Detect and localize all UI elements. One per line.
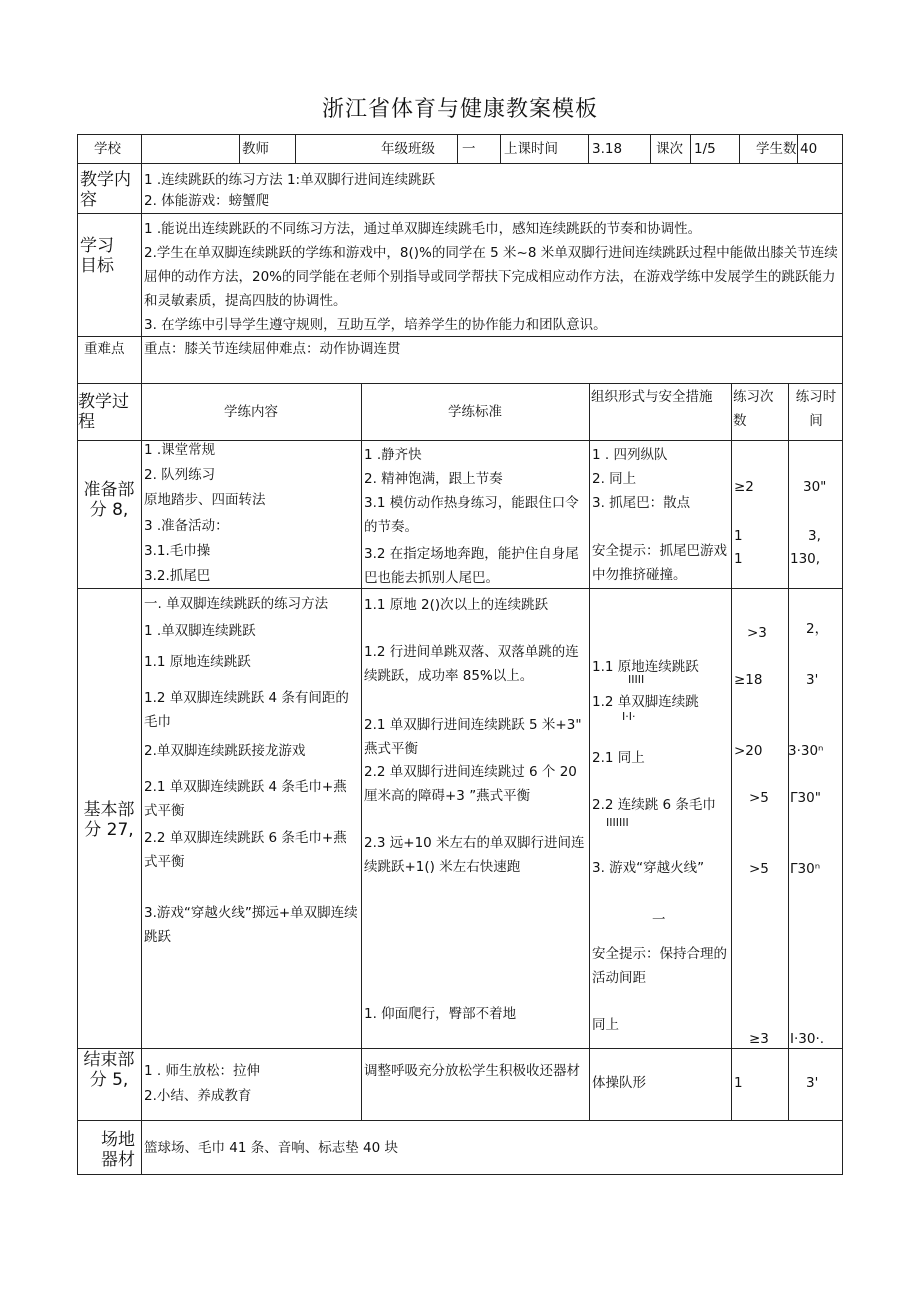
lesson-value: 1/5 (694, 141, 716, 157)
basic-label: 基本部分 27, (83, 800, 135, 840)
school-label: 学校 (94, 141, 121, 157)
prep-duration: 130, (790, 551, 821, 567)
basic-duration: 3' (806, 672, 819, 688)
grade-value: 一 (462, 141, 476, 157)
page-title: 浙江省体育与健康教案模板 (321, 97, 598, 122)
basic-standard-item: 1.1 原地 2()次以上的连续跳跃 (364, 597, 549, 613)
end-content-item: 2.小结、养成教育 (144, 1088, 252, 1104)
process-col-times: 练习次数 (733, 389, 774, 429)
prep-standard-item: 2. 精神饱满，跟上节奏 (364, 471, 503, 487)
basic-org-item: 2.2 连续跳 6 条毛巾 (592, 797, 716, 813)
basic-times: >5 (749, 790, 769, 806)
goals-line-1: 1 .能说出连续跳跃的不同练习方法，通过单双脚连续跳毛巾，感知连续跳跃的节奏和协调性。 (144, 221, 702, 237)
venue-value: 篮球场、毛巾 41 条、音响、标志垫 40 块 (144, 1140, 399, 1156)
basic-content-item: 2.单双脚连续跳跃接龙游戏 (144, 743, 306, 759)
key-points-label: 重难点 (84, 341, 125, 357)
prep-label: 准备部分 8, (83, 480, 135, 520)
process-col-duration: 练习时间 (795, 389, 837, 429)
goals-line-3: 3. 在学练中引导学生遵守规则，互助互学，培养学生的协作能力和团队意识。 (144, 317, 607, 333)
end-times: 1 (734, 1075, 743, 1091)
basic-org-diagram: I·I· (622, 710, 636, 723)
end-duration: 3' (806, 1075, 819, 1091)
basic-org-item: 同上 (592, 1017, 619, 1033)
basic-standard-item: 2.2 单双脚行进间连续跳过 6 个 20 厘米高的障碍+3 ”燕式平衡 (364, 764, 577, 804)
end-org: 体操队形 (592, 1075, 646, 1091)
goals-label: 学习目标 (80, 236, 114, 276)
basic-times: ≥18 (734, 672, 763, 688)
prep-org-item: 2. 同上 (592, 471, 637, 487)
venue-label: 场地器材 (101, 1130, 135, 1170)
prep-times: 1 (734, 528, 743, 544)
process-col-stage: 教学过程 (78, 392, 129, 432)
basic-org-diagram: IIIIIII (606, 816, 629, 829)
basic-org-diagram: 一 (652, 912, 666, 928)
end-label: 结束部分 5, (83, 1050, 135, 1090)
basic-duration: Γ30ⁿ (790, 861, 821, 877)
basic-org-diagram: IIIII (628, 673, 645, 686)
content-label: 教学内容 (80, 170, 131, 210)
basic-org-item: 1.2 单双脚连续跳 (592, 694, 699, 710)
prep-standard-item: 1 .静齐快 (364, 447, 422, 463)
basic-org-item: 1.1 原地连续跳跃 (592, 659, 699, 675)
basic-standard-item: 1. 仰面爬行，臀部不着地 (364, 1006, 517, 1022)
prep-content-item: 3.2.抓尾巴 (144, 568, 211, 584)
prep-org-safety: 安全提示：抓尾巴游戏中勿推挤碰撞。 (592, 543, 727, 583)
prep-standard-item: 3.2 在指定场地奔跑，能护住自身尾巴也能去抓别人尾巴。 (364, 546, 579, 586)
basic-duration: 3·30ⁿ (788, 743, 824, 759)
prep-org-item: 1 . 四列纵队 (592, 447, 668, 463)
basic-content-item: 一. 单双脚连续跳跃的练习方法 (144, 596, 329, 612)
basic-duration: I·30·. (790, 1031, 825, 1047)
prep-content-item: 3 .准备活动： (144, 518, 229, 534)
basic-standard-item: 2.1 单双脚行进间连续跳跃 5 米+3" 燕式平衡 (364, 717, 582, 757)
process-col-content: 学练内容 (224, 404, 278, 420)
basic-content-item: 1.2 单双脚连续跳跃 4 条有间距的毛巾 (144, 690, 349, 730)
basic-times: ≥3 (749, 1031, 769, 1047)
prep-times: 1 (734, 551, 743, 567)
end-standard: 调整呼吸充分放松学生积极收还器材 (364, 1063, 580, 1079)
end-content-item: 1 . 师生放松：拉伸 (144, 1063, 260, 1079)
prep-content-item: 1 .课堂常规 (144, 442, 216, 458)
grade-label: 年级班级 (381, 141, 435, 157)
basic-content-item: 2.1 单双脚连续跳跃 4 条毛巾+燕式平衡 (144, 779, 347, 819)
basic-content-item: 2.2 单双脚连续跳跃 6 条毛巾+燕式平衡 (144, 830, 347, 870)
basic-times: >3 (747, 625, 767, 641)
process-col-standard: 学练标准 (448, 404, 502, 420)
basic-standard-item: 2.3 远+10 米左右的单双脚行进间连续跳跃+1() 米左右快速跑 (364, 835, 585, 875)
prep-content-item: 3.1.毛巾操 (144, 543, 211, 559)
goals-line-2: 2.学生在单双脚连续跳跃的学练和游戏中，8()%的同学在 5 米~8 米单双脚行进间连续跳跃过程中能做出膝关节连续屈伸的动作方法，20%的同学能在老师个别指导或同学帮扶下完成相应动作方法，在游戏学练中发展学生的跳跃能力和灵敏素质，提高四肢的协调性。 (144, 245, 838, 309)
basic-duration: Γ30" (790, 790, 821, 806)
prep-duration: 30" (803, 479, 827, 495)
prep-content-item: 2. 队列练习 (144, 467, 216, 483)
prep-times: ≥2 (734, 479, 754, 495)
key-points-value: 重点：膝关节连续屈伸难点：动作协调连贯 (144, 341, 401, 357)
basic-content-item: 3.游戏“穿越火线”掷远+单双脚连续跳跃 (144, 905, 358, 945)
basic-times: >5 (749, 861, 769, 877)
basic-content-item: 1.1 原地连续跳跃 (144, 654, 251, 670)
students-label: 学生数 (756, 141, 797, 157)
prep-standard-item: 3.1 模仿动作热身练习，能跟住口令的节奏。 (364, 495, 579, 535)
basic-content-item: 1 .单双脚连续跳跃 (144, 623, 256, 639)
prep-duration: 3, (808, 528, 821, 544)
teacher-label: 教师 (242, 141, 269, 157)
students-value: 40 (800, 141, 818, 157)
basic-org-item: 2.1 同上 (592, 750, 645, 766)
basic-times: >20 (734, 743, 763, 759)
basic-org-item: 3. 游戏“穿越火线” (592, 860, 705, 876)
time-value: 3.18 (592, 141, 623, 157)
content-line-1: 1 .连续跳跃的练习方法 1:单双脚行进间连续跳跃 (144, 172, 436, 188)
prep-org-item: 3. 抓尾巴：散点 (592, 495, 691, 511)
basic-standard-item: 1.2 行进间单跳双落、双落单跳的连续跳跃，成功率 85%以上。 (364, 644, 579, 684)
basic-duration: 2， (806, 621, 829, 637)
time-label: 上课时间 (504, 141, 558, 157)
basic-org-safety: 安全提示：保持合理的活动间距 (592, 946, 727, 986)
prep-content-item: 原地踏步、四面转法 (144, 492, 266, 508)
process-col-organization: 组织形式与安全措施 (591, 389, 713, 405)
lesson-label: 课次 (656, 141, 683, 157)
content-line-2: 2. 体能游戏：螃蟹爬 (144, 193, 270, 209)
